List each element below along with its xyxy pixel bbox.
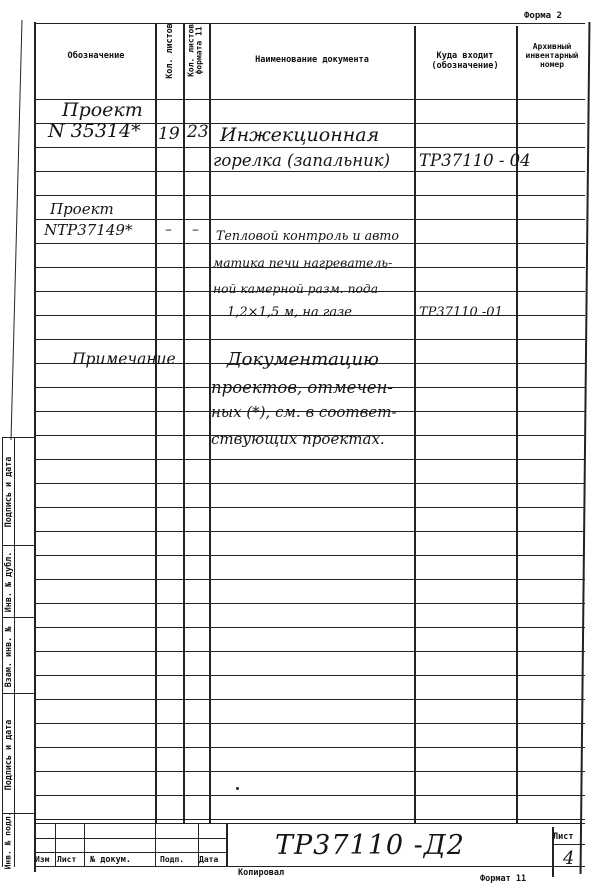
col-line-sheets xyxy=(183,23,185,823)
row-8-name: 1,2×1,5 м, на газе xyxy=(227,305,352,320)
table-row-line xyxy=(34,675,585,676)
table-row-line xyxy=(34,507,585,508)
row-8-where: ТР37110 -01 xyxy=(419,305,503,320)
side-label-vzam-inv: Взам. инв. № xyxy=(3,626,13,688)
table-row-line xyxy=(34,699,585,700)
side-stamp-inner-line xyxy=(14,437,15,867)
table-row-line xyxy=(34,723,585,724)
frame-top-line xyxy=(34,23,585,24)
stray-dot xyxy=(236,787,239,790)
tb-col-3 xyxy=(155,823,156,867)
row-6-name: матика печи нагреватель- xyxy=(213,256,393,270)
table-row-line xyxy=(34,219,585,220)
side-label-inv-dubl: Инв. № дубл. xyxy=(3,551,13,613)
document-code: ТР37110 -Д2 xyxy=(275,830,465,861)
col-line-name xyxy=(414,26,416,823)
row-2-name: Инжекционная xyxy=(220,124,380,146)
header-where-used: Куда входит (обозначение) xyxy=(431,51,499,71)
row-10-name: проектов, отмечен- xyxy=(211,378,393,397)
side-stamp-div-3 xyxy=(2,693,34,694)
table-row-line xyxy=(34,603,585,604)
row-2-designation: N 35314* xyxy=(48,120,141,142)
tb-label-data: Дата xyxy=(199,855,219,864)
header-document-name: Наименование документа xyxy=(255,55,369,65)
row-5-sheets: – xyxy=(165,222,172,238)
header-designation: Обозначение xyxy=(67,51,125,61)
row-4-designation: Проект xyxy=(50,200,114,218)
table-row-line xyxy=(34,555,585,556)
tb-label-list: Лист xyxy=(57,855,77,864)
frame-left-line xyxy=(34,22,36,872)
row-5-name: Тепловой контроль и авто xyxy=(216,228,399,243)
table-row-line xyxy=(34,747,585,748)
row-2-format: 23 xyxy=(187,122,209,142)
header-sheet-count: Кол. листов xyxy=(164,23,174,79)
col-line-format xyxy=(209,23,211,823)
tb-sheet-label: Лист xyxy=(553,832,574,842)
tb-col-2 xyxy=(84,823,85,867)
table-row-line xyxy=(34,651,585,652)
side-label-signature-1: Подпись и дата xyxy=(3,456,13,528)
margin-line xyxy=(11,20,23,440)
row-11-name: ных (*), см. в соответ- xyxy=(211,403,397,421)
tb-col-1 xyxy=(55,823,56,867)
tb-label-izm: Изм xyxy=(35,855,50,864)
table-row-line xyxy=(34,531,585,532)
row-9-designation: Примечание xyxy=(72,350,176,368)
table-row-line xyxy=(34,195,585,196)
row-7-name: ной камерной разм. пода xyxy=(213,282,379,296)
row-1-designation: Проект xyxy=(62,99,143,121)
table-row-line xyxy=(34,339,585,340)
row-9-name: Документацию xyxy=(227,349,379,370)
tb-sheet-number: 4 xyxy=(563,848,575,869)
row-3-name: горелка (запальник) xyxy=(213,151,391,170)
row-2-sheets: 19 xyxy=(158,124,180,144)
row-3-where: ТР37110 - 04 xyxy=(419,151,531,170)
tb-col-5 xyxy=(226,823,228,867)
col-line-designation xyxy=(155,23,157,823)
table-row-line xyxy=(34,483,585,484)
table-row-line xyxy=(34,171,585,172)
table-row-line xyxy=(34,147,585,148)
table-row-line xyxy=(34,819,585,820)
copied-label: Копировал xyxy=(238,868,285,878)
tb-sheet-divider xyxy=(552,844,585,845)
form-label: Форма 2 xyxy=(524,11,562,21)
row-5-format: – xyxy=(192,222,199,238)
table-row-line xyxy=(34,795,585,796)
table-row-line xyxy=(34,771,585,772)
format-label: Формат 11 xyxy=(480,874,527,884)
header-archive: Архивный инвентарный номер xyxy=(525,42,579,70)
tb-label-doc-no: № докум. xyxy=(90,855,131,865)
frame-bottom-line xyxy=(34,866,585,867)
table-row-line xyxy=(34,243,585,244)
side-stamp-top-line xyxy=(2,437,34,438)
row-5-designation: NТР37149* xyxy=(44,221,133,239)
row-12-name: ствующих проектах. xyxy=(211,430,385,448)
header-format-count: Кол. листов формата 11 xyxy=(186,23,204,77)
table-row-line xyxy=(34,459,585,460)
col-line-where xyxy=(516,26,518,823)
table-row-line xyxy=(34,627,585,628)
tb-label-podp: Подп. xyxy=(160,855,185,864)
side-label-signature-2: Подпись и дата xyxy=(3,719,13,791)
side-stamp-div-2 xyxy=(2,617,34,618)
titleblock-top-line xyxy=(34,823,585,824)
table-row-line xyxy=(34,579,585,580)
side-label-inv-podl: Инв. № подл. xyxy=(3,811,13,870)
